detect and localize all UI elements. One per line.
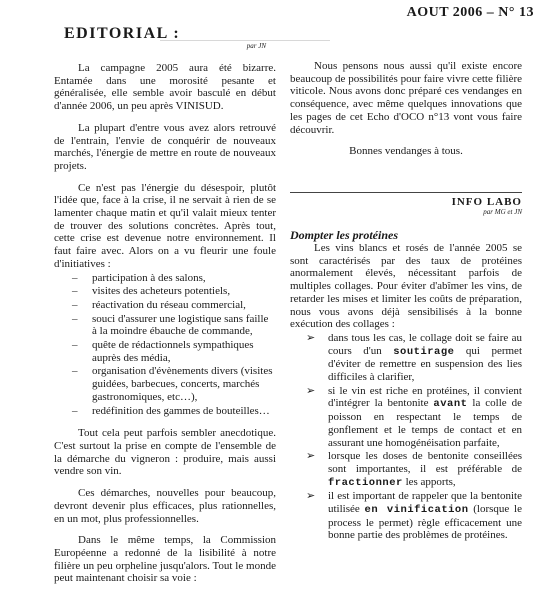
editorial-title: EDITORIAL :	[64, 25, 181, 42]
info-labo-byline: par MG et JN	[483, 208, 522, 216]
editorial-left-column	[54, 62, 276, 594]
editorial-paragraph: Ce n'est pas l'énergie du désespoir, plutôt l'idée que, face à la crise, il ne servait à rien de se lamenter chaque matin et qu'il valait mieux tenter de trouver des solutions concrètes. Après tout, cette crise est devenue notre environnement. Il faut faire avec. Alors on a vu fleurir une foule d'initiatives :	[54, 181, 276, 270]
list-item	[290, 332, 522, 384]
list-item: – souci d'assurer une logistique sans faille à la moindre ébauche de commande,	[54, 313, 276, 338]
list-item	[290, 450, 522, 489]
tip-text: la colle de poisson en respectant le temps de gonflement et le temps de contact et en assurant une homogénéisation parfaite,	[328, 397, 522, 449]
editorial-byline: par JN	[246, 42, 266, 50]
tip-text: qui permet d'éviter de remettre en suspension des lies difficiles à clarifier,	[328, 344, 522, 384]
list-item: – organisation d'évènements divers (visites guidées, barbecues, concerts, marchés gastronomiques, etc…),	[54, 365, 276, 403]
list-item: – quête de rédactionnels sympathiques auprès des média,	[54, 339, 276, 364]
issue-header: AOUT 2006 – N° 13	[406, 5, 534, 20]
editorial-header	[64, 25, 274, 50]
editorial-closing: Bonnes vendanges à tous.	[349, 145, 463, 158]
list-item: – visites des acheteurs potentiels,	[54, 285, 276, 298]
info-labo-body	[290, 242, 522, 543]
collage-tips-list	[290, 332, 522, 542]
tip-emphasis: soutirage	[393, 345, 455, 358]
editorial-paragraph: Tout cela peut parfois sembler anecdotique. C'est surtout la prise en compte de l'ensemble de la démarche du vigneron : produire, mais aussi vendre son vin.	[54, 427, 276, 478]
editorial-paragraph: Ces démarches, nouvelles pour beaucoup, devront devenir plus efficaces, plus rationnelles, en un mot, plus professionnelles.	[54, 487, 276, 525]
editorial-paragraph: Dans le même temps, la Commission Européenne a redonné de la lisibilité à notre filière un peu orpheline jusqu'alors. Tout le monde peut maintenant choisir sa voie :	[54, 534, 276, 585]
editorial-paragraph: La campagne 2005 aura été bizarre. Entamée dans une morosité pesante et généralisée, elle semble avoir basculé en début d'année 2006, un peu après VINISUD.	[54, 62, 276, 113]
tip-text: si le vin est riche en protéines, il convient d'intégrer la bentonite	[328, 384, 522, 410]
tip-text: les apports,	[402, 475, 456, 488]
list-item	[290, 385, 522, 450]
info-labo-header	[290, 192, 522, 216]
tip-text: (lorsque le process le permet) règle efficacement une bonne partie des problèmes de protéines.	[328, 503, 522, 542]
initiatives-list	[54, 272, 276, 418]
tip-text: dans tous les cas, le collage doit se faire au cours d'un	[328, 331, 522, 357]
editorial-paragraph: Nous pensons nous aussi qu'il existe encore beaucoup de possibilités pour faire vivre cette filière viticole. Nous avons donc préparé ces vendanges en conséquence, avec même quelques innovations que les pages de cet Echo d'OCO n°13 vont vous faire découvrir.	[290, 60, 522, 136]
list-item: – redéfinition des gammes de bouteilles…	[54, 405, 276, 418]
tip-emphasis: fractionner	[328, 476, 403, 489]
editorial-paragraph: La plupart d'entre vous avez alors retrouvé de l'entrain, l'envie de conquérir de nouveaux marchés, l'énergie de mettre en route de nouveaux projets.	[54, 121, 276, 172]
list-item: – participation à des salons,	[54, 272, 276, 285]
tip-emphasis: en vinification	[364, 504, 469, 517]
info-labo-title: INFO LABO	[451, 196, 522, 208]
list-item: – réactivation du réseau commercial,	[54, 299, 276, 312]
tip-emphasis: avant	[433, 398, 468, 411]
tip-text: lorsque les doses de bentonite conseillées sont importantes, il est préférable de	[328, 450, 522, 475]
editorial-right-column	[290, 60, 522, 167]
list-item	[290, 490, 522, 542]
title-underline	[160, 40, 330, 41]
info-labo-subtitle: Dompter les protéines	[290, 228, 398, 242]
tip-text: il est important de rappeler que la bentonite utilisée	[328, 490, 522, 516]
info-labo-intro: Les vins blancs et rosés de l'année 2005 se sont caractérisés par des taux de protéines anormalement élevés, nécessitant parfois de multiples collages. Pour éviter d'abîmer les vins, de retarder les mises et limiter les coûts de préparation, nous vous avons déjà sensibilisés à la bonne exécution des collages :	[290, 242, 522, 331]
